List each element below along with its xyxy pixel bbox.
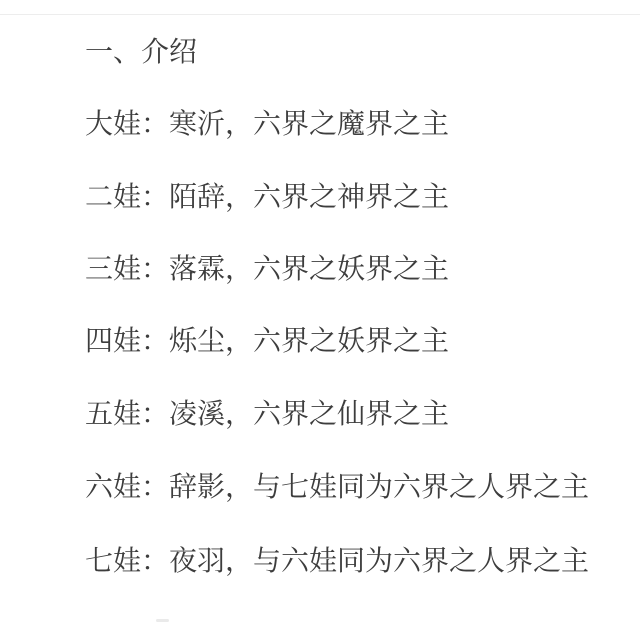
intro-line-wuwa: 五娃：凌溪，六界之仙界之主 — [85, 398, 450, 429]
cutoff-text-artifact — [156, 619, 169, 622]
intro-line-qiwa: 七娃：夜羽，与六娃同为六界之人界之主 — [85, 545, 590, 576]
top-divider — [0, 14, 640, 15]
intro-line-sanwa: 三娃：落霖，六界之妖界之主 — [85, 253, 450, 284]
section-heading: 一、介绍 — [85, 36, 198, 67]
intro-line-dawa: 大娃：寒沂，六界之魔界之主 — [85, 108, 450, 139]
intro-line-siwa: 四娃：烁尘，六界之妖界之主 — [85, 325, 450, 356]
intro-line-liuwa: 六娃：辞影，与七娃同为六界之人界之主 — [85, 471, 590, 502]
intro-line-erwa: 二娃：陌辞，六界之神界之主 — [85, 181, 450, 212]
